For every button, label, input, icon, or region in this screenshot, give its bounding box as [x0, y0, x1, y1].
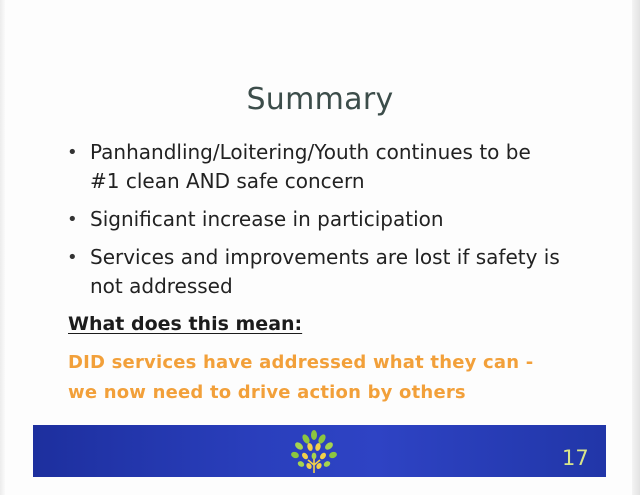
bullet-item — [64, 243, 609, 301]
question-heading: What does this mean: — [68, 313, 303, 335]
scan-left-edge — [0, 0, 5, 495]
bullet-line: not addressed — [90, 274, 233, 298]
bullet-line: Services and improvements are lost if safety is — [90, 245, 560, 269]
bullet-line: Panhandling/Loitering/Youth continues to be — [90, 140, 531, 164]
bullet-item — [64, 138, 609, 196]
bullet-dot-icon: • — [67, 142, 78, 163]
page-number: 17 — [562, 446, 589, 470]
bullet-dot-icon: • — [67, 209, 78, 230]
slide-title: Summary — [246, 82, 394, 117]
bullet-line: Significant increase in participation — [90, 207, 444, 231]
tree-leaves-logo-icon — [285, 429, 343, 475]
answer-line: we now need to drive action by others — [68, 382, 466, 403]
bullet-item — [64, 205, 609, 234]
answer-line: DID services have addressed what they can - — [68, 352, 534, 373]
scan-right-edge — [632, 0, 640, 495]
bullet-line: #1 clean AND safe concern — [90, 169, 365, 193]
bullet-dot-icon: • — [67, 247, 78, 268]
answer-text — [68, 348, 568, 408]
bullet-list — [64, 138, 609, 310]
